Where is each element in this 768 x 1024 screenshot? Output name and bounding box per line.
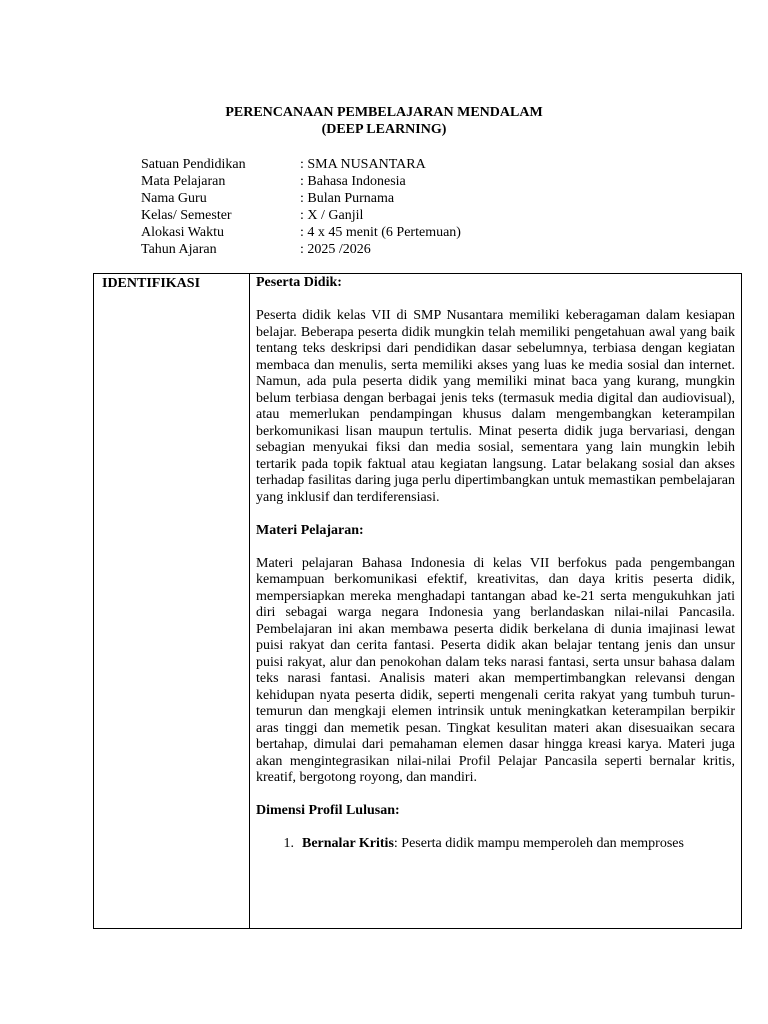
section-label: IDENTIFIKASI	[102, 276, 201, 291]
materi-text: Materi pelajaran Bahasa Indonesia di kelas VII berfokus pada pengembangan kemampuan berkomunikasi efektif, kreativitas, dan daya kritis peserta didik, mempersiapkan mereka menghadapi tantangan abad ke-21 serta mengukuhkan jati diri sebagai warga negara Indonesia yang berlandaskan nilai-nilai Pancasila. Pembelajaran ini akan membawa peserta didik berkelana di dunia imajinasi lewat puisi rakyat dan cerita fantasi. Peserta didik akan belajar tentang jenis dan unsur puisi rakyat, alur dan penokohan dalam teks narasi fantasi, serta unsur bahasa dalam teks narasi fantasi. Analisis materi akan mempertimbangkan relevansi dengan kehidupan nyata peserta didik, seperti mengenali cerita rakyat yang tumbuh turun-temurun dan mengkaji elemen intrinsik untuk meningkatkan keterampilan berpikir aras tinggi dan memetik pesan. Tingkat kesulitan materi akan disesuaikan secara bertahap, dimulai dari pemahaman elemen dasar hingga kreasi karya. Materi juga akan mengintegrasikan nilai-nilai Profil Pelajar Pancasila seperti bernalar kritis, kreatif, bergotong royong, dan mandiri.	[256, 555, 735, 785]
info-block	[141, 156, 461, 258]
peserta-didik-heading: Peserta Didik:	[256, 275, 342, 290]
section-content	[256, 275, 735, 853]
document-subtitle: (DEEP LEARNING)	[321, 122, 447, 137]
list-number: 1.	[283, 836, 294, 851]
list-item-description: : Peserta didik mampu memperoleh dan memproses	[393, 836, 684, 851]
list-item	[256, 836, 735, 853]
info-value: : 4 x 45 menit (6 Pertemuan)	[300, 225, 461, 240]
info-label: Satuan Pendidikan	[141, 157, 246, 172]
info-value: : X / Ganjil	[300, 208, 364, 223]
info-value: : Bahasa Indonesia	[300, 174, 406, 189]
list-item-title: Bernalar Kritis	[302, 836, 394, 851]
peserta-didik-text: Peserta didik kelas VII di SMP Nusantara memiliki keberagaman dalam kesiapan belajar. Beberapa peserta didik mungkin telah memiliki pengetahuan awal yang baik tentang teks deskripsi dari pendidikan dasar sebelumnya, terbiasa dengan kegiatan membaca dan menulis, serta memiliki akses yang luas ke media sosial dan internet. Namun, ada pula peserta didik yang memiliki minat baca yang kurang, mungkin belum terbiasa dengan berbagai jenis teks (termasuk media digital dan audiovisual), atau memerlukan pendampingan khusus dalam mengembangkan keterampilan berkomunikasi lisan maupun tertulis. Minat peserta didik juga bervariasi, dengan sebagian menyukai fiksi dan media sosial, sementara yang lain mungkin lebih tertarik pada topik faktual atau kegiatan langsung. Latar belakang sosial dan akses terhadap fasilitas daring juga perlu dipertimbangkan untuk memastikan pembelajaran yang inklusif dan terdiferensiasi.	[256, 308, 735, 505]
info-value: : SMA NUSANTARA	[300, 157, 426, 172]
info-value: : Bulan Purnama	[300, 191, 395, 206]
column-divider	[249, 274, 250, 928]
info-row	[141, 224, 461, 241]
info-row	[141, 207, 461, 224]
info-label: Tahun Ajaran	[141, 242, 217, 257]
info-label: Kelas/ Semester	[141, 208, 232, 223]
info-row	[141, 190, 461, 207]
info-row	[141, 241, 461, 258]
materi-heading: Materi Pelajaran:	[256, 522, 364, 538]
dimensi-heading: Dimensi Profil Lulusan:	[256, 803, 400, 818]
list-text	[302, 836, 735, 853]
info-label: Alokasi Waktu	[141, 225, 224, 240]
info-value: : 2025 /2026	[300, 242, 371, 257]
info-row	[141, 173, 461, 190]
info-label: Nama Guru	[141, 191, 207, 206]
identification-table	[93, 273, 742, 929]
document-title: PERENCANAAN PEMBELAJARAN MENDALAM	[225, 105, 543, 120]
info-row	[141, 156, 461, 173]
info-label: Mata Pelajaran	[141, 174, 226, 189]
dimensi-list	[256, 836, 735, 853]
